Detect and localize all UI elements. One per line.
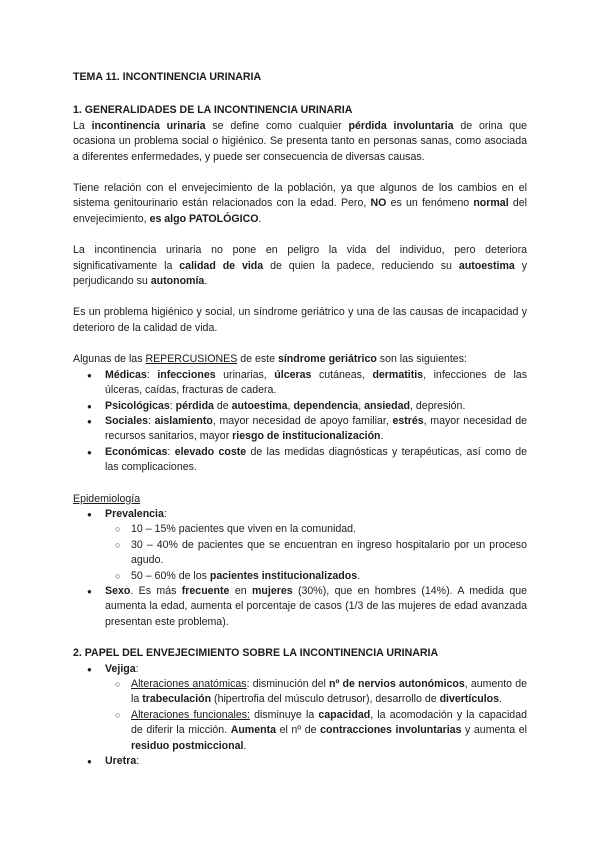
- paragraph-quality-of-life: La incontinencia urinaria no pone en peligro la vida del individuo, pero deteriora significativamente la calidad de vida de quien la padece, reduciendo su autoestima y perjudicando su autonomía.: [73, 244, 527, 288]
- list-item-prevalence-community: ○ 10 – 15% pacientes que viven en la comunidad.: [105, 522, 527, 537]
- section-2-heading: 2. PAPEL DEL ENVEJECIMIENTO SOBRE LA INCONTINENCIA URINARIA: [73, 647, 439, 660]
- list-item-economicas: ● Económicas: elevado coste de las medidas diagnósticas y terapéuticas, así como de las complicaciones.: [73, 445, 527, 476]
- paragraph-hygiene-social: Es un problema higiénico y social, un síndrome geriátrico y una de las causas de incapacidad y deterioro de la calidad de vida.: [73, 306, 527, 334]
- epidemiology-heading: Epidemiología: [73, 492, 141, 505]
- epidemiology-list: [73, 507, 527, 522]
- document-body: [73, 70, 527, 769]
- list-item-sociales: ● Sociales: aislamiento, mayor necesidad de apoyo familiar, estrés, mayor necesidad de recursos sanitarios, mayor riesgo de institucionalización.: [73, 414, 527, 445]
- paragraph-repercussions-intro: Algunas de las REPERCUSIONES de este síndrome geriátrico son las siguientes:: [73, 353, 467, 366]
- list-item-medicas: ● Médicas: infecciones urinarias, úlceras cutáneas, dermatitis, infecciones de las úlceras, caídas, fracturas de cadera.: [73, 368, 527, 399]
- list-item-prevalence-institutionalized: ○ 50 – 60% de los pacientes institucionalizados.: [105, 569, 527, 584]
- bladder-alterations-list: [105, 677, 527, 754]
- document-title: TEMA 11. INCONTINENCIA URINARIA: [73, 71, 262, 83]
- organ-list: [73, 662, 527, 677]
- organ-list-urethra: [73, 754, 527, 769]
- section-1-heading: 1. GENERALIDADES DE LA INCONTINENCIA URINARIA: [73, 104, 353, 117]
- list-item-anatomical-alterations: ○ Alteraciones anatómicas: disminución del nº de nervios autonómicos, aumento de la trabeculación (hipertrofia del músculo detrusor), desarrollo de divertículos.: [105, 677, 527, 708]
- list-item-sexo: ● Sexo. Es más frecuente en mujeres (30%), que en hombres (14%). A medida que aumenta la edad, aumenta el porcentaje de casos (1/3 de las mujeres de edad avanzada presentan este problema).: [73, 584, 527, 630]
- paragraph-aging: Tiene relación con el envejecimiento de la población, ya que algunos de los cambios en el sistema genitourinario están relacionados con la edad. Pero, NO es un fenómeno normal del envejecimiento, es algo PATOLÓGICO.: [73, 182, 527, 225]
- list-item-vejiga: ● Vejiga:: [73, 662, 527, 677]
- prevalence-sublist: [105, 522, 527, 584]
- list-item-prevalence-hospital: ○ 30 – 40% de pacientes que se encuentran en ingreso hospitalario por un proceso agudo.: [105, 538, 527, 569]
- epidemiology-list-sex: [73, 584, 527, 630]
- list-item-prevalencia: ● Prevalencia:: [73, 507, 527, 522]
- list-item-uretra: ● Uretra:: [73, 754, 527, 769]
- list-item-functional-alterations: ○ Alteraciones funcionales: disminuye la capacidad, la acomodación y la capacidad de diferir la micción. Aumenta el nº de contracciones involuntarias y aumenta el residuo postmiccional.: [105, 708, 527, 754]
- list-item-psicologicas: ● Psicológicas: pérdida de autoestima, dependencia, ansiedad, depresión.: [73, 399, 527, 414]
- paragraph-definition: La incontinencia urinaria se define como cualquier pérdida involuntaria de orina que ocasiona un problema social o higiénico. Se presenta tanto en personas sanas, como asociada a diferentes enfermedades, y puede ser consecuencia de diversas causas.: [73, 119, 527, 163]
- repercussions-list: [73, 368, 527, 476]
